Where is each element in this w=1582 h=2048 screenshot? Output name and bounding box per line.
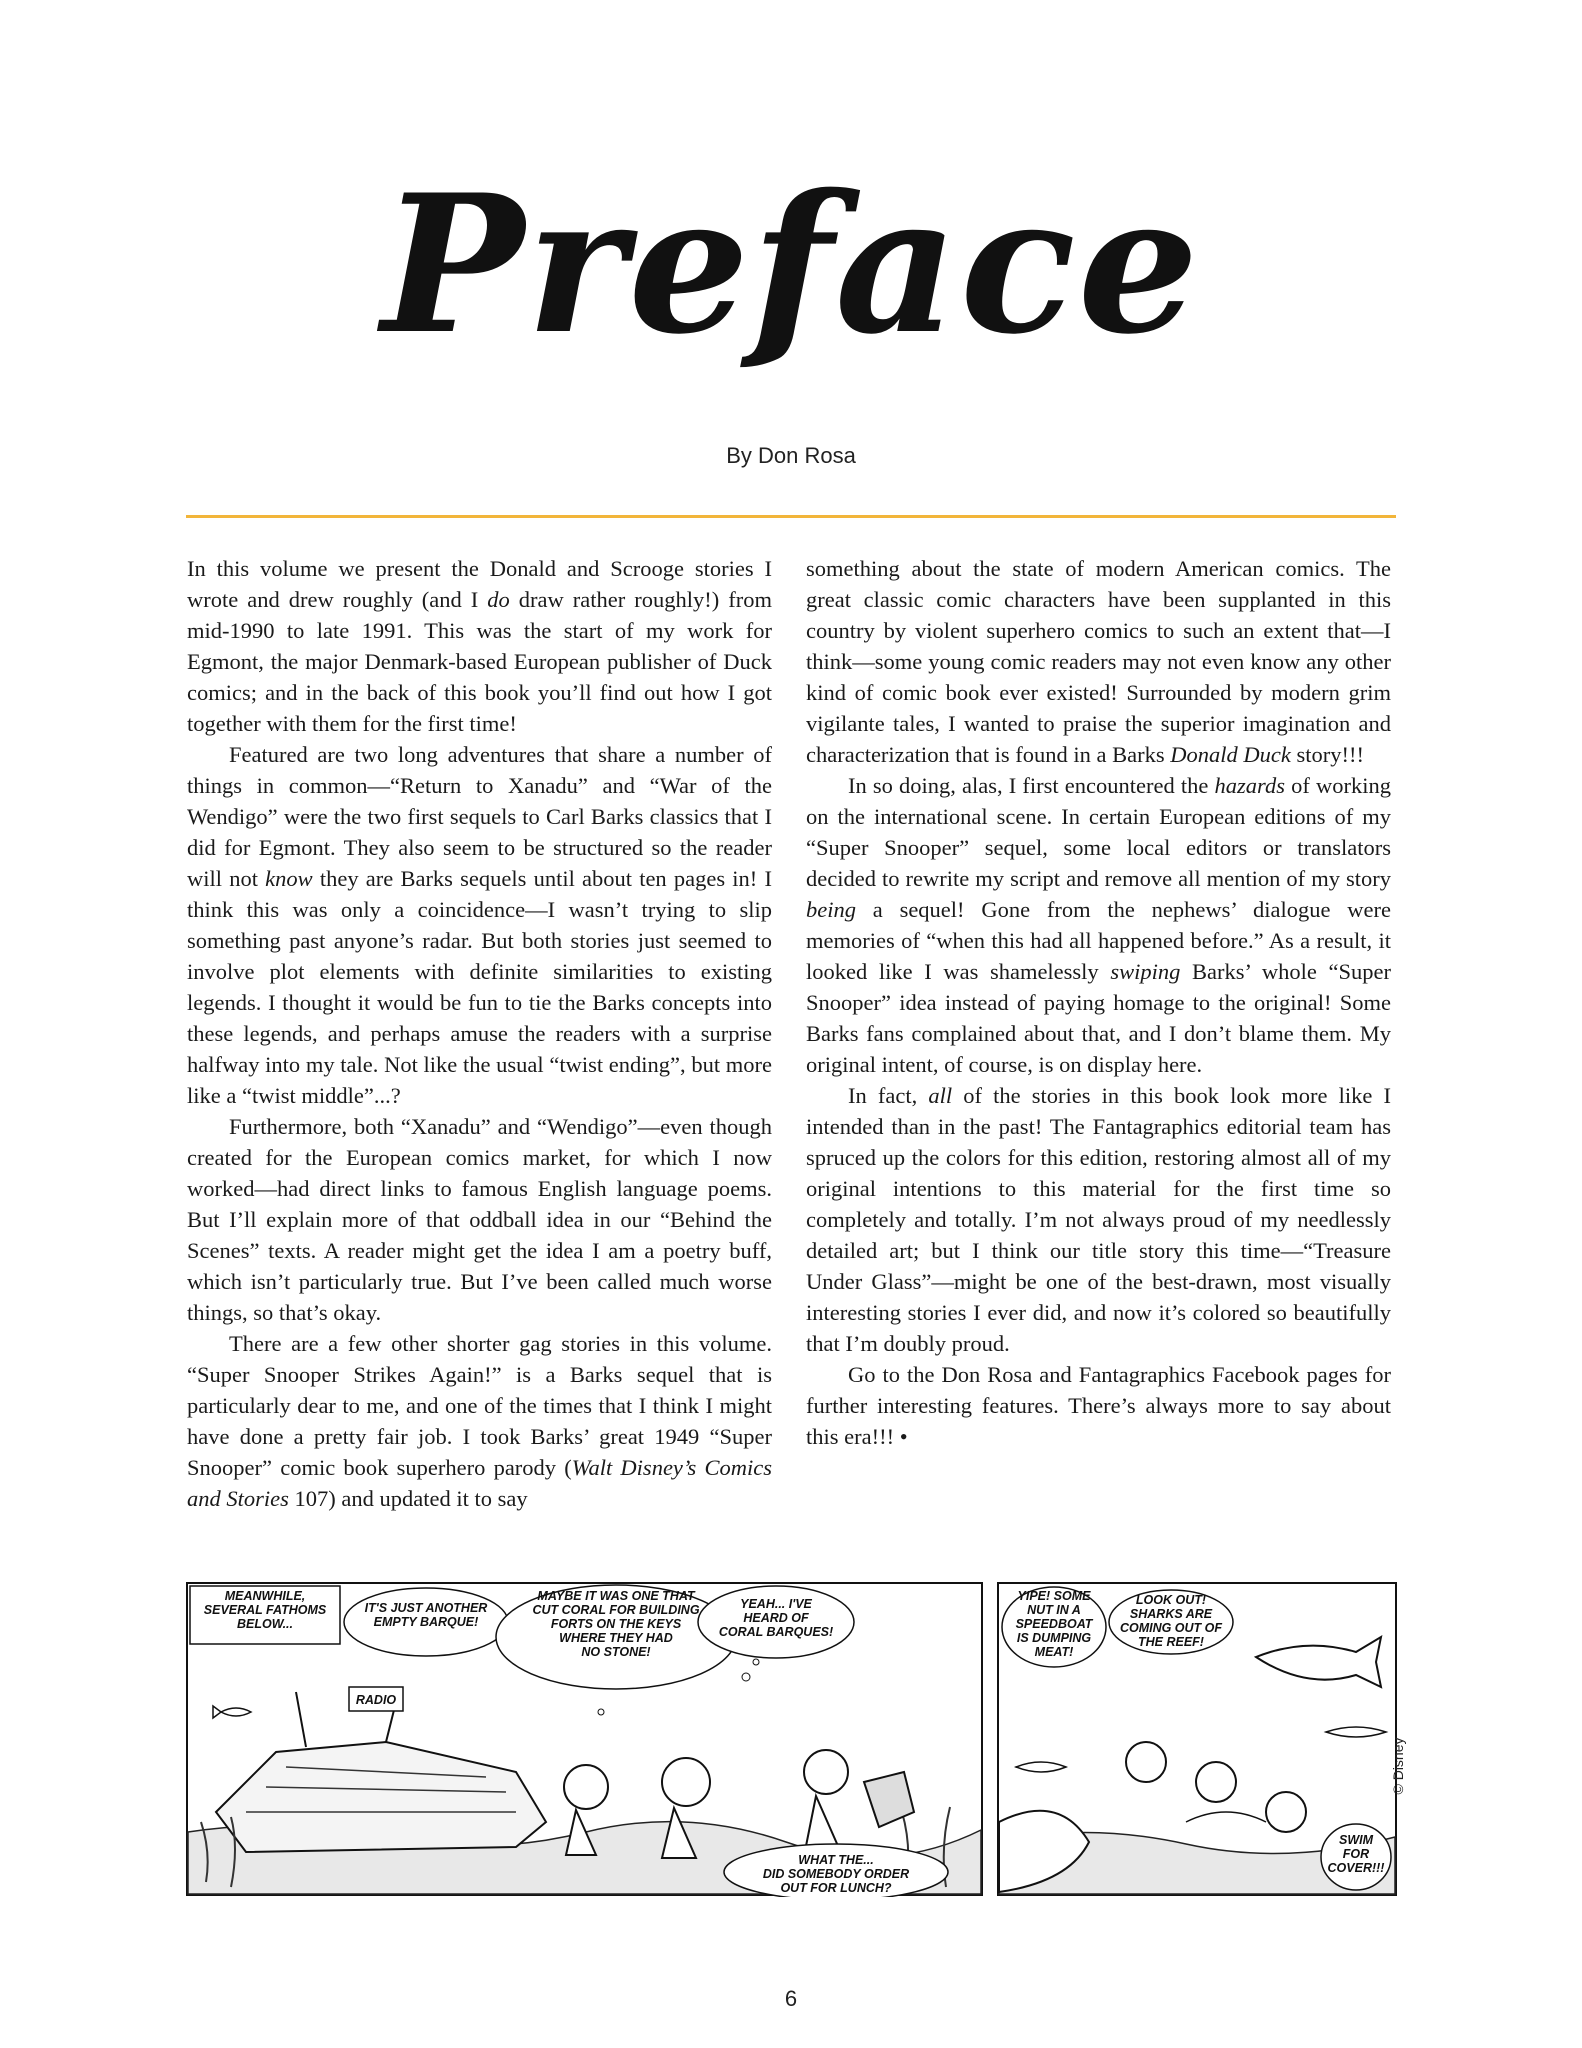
balloon-text: MEAT! bbox=[1034, 1645, 1074, 1659]
paragraph bbox=[187, 1111, 772, 1328]
text-run: a sequel! Gone from the nephews’ dialogue were memories of “when this had all happened before.” As a result, it looked like I was shamelessly bbox=[806, 897, 1391, 984]
balloon-text: YIPE! SOME bbox=[1017, 1589, 1091, 1603]
balloon-text: SWIM bbox=[1338, 1833, 1374, 1847]
paragraph bbox=[806, 553, 1391, 770]
balloon-text: FOR bbox=[1342, 1847, 1370, 1861]
italic-run: Walt Disney’s Comics and Stories bbox=[187, 1455, 772, 1511]
paragraph bbox=[187, 1328, 772, 1514]
balloon-text: NO STONE! bbox=[581, 1645, 651, 1659]
text-run: of working on the international scene. In certain European editions of my “Super Snooper” sequel, some local editors or translators decided to rewrite my script and remove all mention of my story bbox=[806, 773, 1391, 891]
balloon-text: NUT IN A bbox=[1027, 1603, 1081, 1617]
text-run: story!!! bbox=[1290, 742, 1364, 767]
balloon-text: MEANWHILE, bbox=[224, 1589, 306, 1603]
italic-run: do bbox=[487, 587, 510, 612]
text-run: In so doing, alas, I first encountered the bbox=[848, 773, 1215, 798]
balloon-text: DID SOMEBODY ORDER bbox=[762, 1867, 910, 1881]
text-run: something about the state of modern American comics. The great classic comic characters have been supplanted in this country by violent superhero comics to such an extent that—I think—some young comic readers may not even know any other kind of comic book ever existed! Surrounded by modern grim vigilante tales, I wanted to praise the superior imagination and characterization that is found in a Barks bbox=[806, 556, 1391, 767]
balloon-text: YEAH... I'VE bbox=[740, 1597, 812, 1611]
balloon-text: SEVERAL FATHOMS bbox=[203, 1603, 327, 1617]
comic-panel-2 bbox=[998, 1583, 1396, 1895]
italic-run: being bbox=[806, 897, 856, 922]
italic-run: know bbox=[265, 866, 313, 891]
text-run: In this volume we present the Donald and Scrooge stories I wrote and drew roughly (and I bbox=[187, 556, 772, 612]
balloon-text: THE REEF! bbox=[1138, 1635, 1204, 1649]
text-run: they are Barks sequels until about ten pages in! I think this was only a coincidence—I wasn’t trying to slip something past anyone’s radar. But both stories just seemed to involve plot elements with definite similarities to existing legends. I thought it would be fun to tie the Barks concepts into these legends, and perhaps amuse the readers with a surprise halfway into my tale. Not like the usual “twist ending”, but more like a “twist middle”...? bbox=[187, 866, 772, 1108]
left-text-column bbox=[187, 553, 772, 1514]
balloon-text: WHERE THEY HAD bbox=[559, 1631, 673, 1645]
text-run: Featured are two long adventures that share a number of things in common—“Return to Xanadu” and “War of the Wendigo” were the two first sequels to Carl Barks classics that I did for Egmont. They also seem to be structured so the reader will not bbox=[187, 742, 772, 891]
page-title: Preface bbox=[381, 153, 1201, 376]
italic-run: hazards bbox=[1214, 773, 1285, 798]
balloon-text: SHARKS ARE bbox=[1129, 1607, 1213, 1621]
right-text-column bbox=[806, 553, 1391, 1452]
balloon-text: CUT CORAL FOR BUILDING bbox=[532, 1603, 700, 1617]
text-run: Barks’ whole “Super Snooper” idea instead of paying homage to the original! Some Barks fans complained about that, and I don’t blame them. My original intent, of course, is on display here. bbox=[806, 959, 1391, 1077]
paragraph bbox=[187, 553, 772, 739]
text-run: Go to the Don Rosa and Fantagraphics Facebook pages for further interesting features. There’s always more to say about this era!!! • bbox=[806, 1362, 1391, 1449]
balloon-text: SPEEDBOAT bbox=[1015, 1617, 1093, 1631]
paragraph bbox=[806, 1080, 1391, 1359]
balloon-text: MAYBE IT WAS ONE THAT bbox=[537, 1589, 695, 1603]
balloon-text: LOOK OUT! bbox=[1135, 1593, 1207, 1607]
balloon-text: BELOW... bbox=[236, 1617, 294, 1631]
italic-run: Donald Duck bbox=[1170, 742, 1291, 767]
balloon-text: RADIO bbox=[355, 1693, 397, 1707]
paragraph bbox=[806, 1359, 1391, 1452]
copyright-notice: © Disney bbox=[1390, 1737, 1406, 1795]
balloon-text: EMPTY BARQUE! bbox=[373, 1615, 479, 1629]
balloon-text: OUT FOR LUNCH? bbox=[780, 1881, 892, 1895]
text-run: In fact, bbox=[848, 1083, 929, 1108]
text-run: Furthermore, both “Xanadu” and “Wendigo”—even though created for the European comics market, for which I now worked—had direct links to famous English language poems. But I’ll explain more of that oddball idea in our “Behind the Scenes” texts. A reader might get the idea I am a poetry buff, which isn’t particularly true. But I’ve been called much worse things, so that’s okay. bbox=[187, 1114, 772, 1325]
balloon-text: IS DUMPING bbox=[1016, 1631, 1092, 1645]
balloon-text: HEARD OF bbox=[743, 1611, 809, 1625]
balloon-text: WHAT THE... bbox=[798, 1853, 874, 1867]
italic-run: swiping bbox=[1110, 959, 1181, 984]
text-run: of the stories in this book look more like I intended than in the past! The Fantagraphics editorial team has spruced up the colors for this edition, restoring almost all of my original intentions to this material for the first time so completely and totally. I’m not always proud of my needlessly detailed art; but I think our title story this time—“Treasure Under Glass”—might be one of the best-drawn, most visually interesting stories I ever did, and now it’s colored so beautifully that I’m doubly proud. bbox=[806, 1083, 1391, 1356]
paragraph bbox=[806, 770, 1391, 1080]
text-run: draw rather roughly!) from mid-1990 to late 1991. This was the start of my work for Egmont, the major Denmark-based European publisher of Duck comics; and in the back of this book you’ll find out how I got together with them for the first time! bbox=[187, 587, 772, 736]
comic-panel-1 bbox=[187, 1583, 982, 1897]
balloon-text: COMING OUT OF bbox=[1119, 1621, 1223, 1635]
balloon-text: FORTS ON THE KEYS bbox=[550, 1617, 682, 1631]
title-rule bbox=[186, 515, 1396, 518]
balloon-text: COVER!!! bbox=[1327, 1861, 1385, 1875]
comic-strip bbox=[186, 1582, 1398, 1897]
byline: By Don Rosa bbox=[726, 443, 856, 468]
text-run: 107) and updated it to say bbox=[288, 1486, 528, 1511]
page-number: 6 bbox=[784, 1986, 798, 2011]
italic-run: all bbox=[928, 1083, 953, 1108]
balloon-text: CORAL BARQUES! bbox=[718, 1625, 834, 1639]
text-run: There are a few other shorter gag stories in this volume. “Super Snooper Strikes Again!” is a Barks sequel that is particularly dear to me, and one of the times that I think I might have done a pretty fair job. I took Barks’ great 1949 “Super Snooper” comic book superhero parody ( bbox=[187, 1331, 772, 1480]
paragraph bbox=[187, 739, 772, 1111]
balloon-text: IT'S JUST ANOTHER bbox=[364, 1601, 488, 1615]
